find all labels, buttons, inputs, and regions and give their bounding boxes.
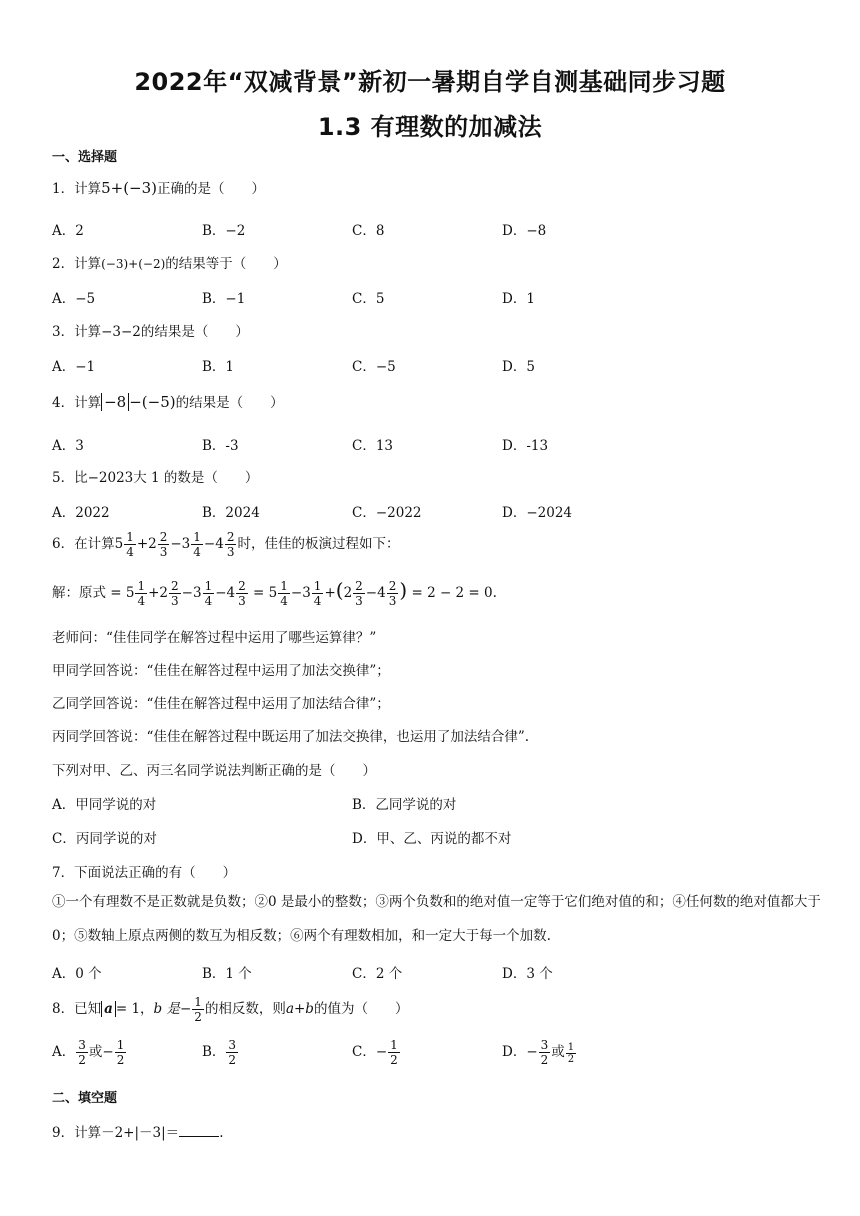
q4-option-c: C．13 (352, 438, 394, 454)
q6-option-d: D．甲、乙、丙说的都不对 (352, 831, 512, 847)
q4-option-a: A．3 (52, 438, 84, 454)
q6-solution-expression: = 5 $\frac{1}{4}$ +2 $\frac{2}{3}$ −3 $\frac{1}{4}$ −4 $\frac{2}{3}$ = 5 $\frac{1}{4}$ −3 $\frac{1}{4}$ +(2 $\frac{2}{3}$ −4 $\frac{2}{3}$ ) = (106, 578, 428, 608)
q1-option-c: C．8 (352, 223, 385, 239)
q3-option-a: A．−1 (52, 359, 96, 375)
q6-expression: 5 $\frac{1}{4}$ +2 $\frac{2}{3}$ −3 $\frac{1}{4}$ −4 $\frac{2}{3}$ (114, 530, 235, 559)
q5-option-a: A．2022 (52, 505, 110, 521)
section-fill-heading: 二、填空题 (52, 1091, 118, 1106)
question-7-stem: 7．下面说法正确的有（ ） (52, 865, 237, 881)
q5-option-b: B．2024 (202, 505, 260, 521)
q1-option-d: D．−8 (502, 223, 547, 239)
question-8-stem: 8．已知 a = 1，b 是− $\frac{1}{2}$ 的相反数，则a+b的值为（ ） (52, 995, 409, 1024)
question-9-stem: 9．计算－2+|－3|＝ . (52, 1121, 223, 1141)
q7-option-a: A．0 个 (52, 966, 102, 982)
question-6-solution: 解：原式 = 5 $\frac{1}{4}$ +2 $\frac{2}{3}$ −3 $\frac{1}{4}$ −4 $\frac{2}{3}$ = 5 $\frac{1}{4}$ −3 $\frac{1}{4}$ +(2 $\frac{2}{3}$ −4 $\frac{2}{3}$ ) = 2 − 2 = 0. (52, 578, 497, 608)
q6-option-c: C．丙同学说的对 (52, 831, 157, 847)
lesson-title: 1.3 有理数的加减法 (317, 113, 543, 141)
absolute-value-expr: −8 (101, 393, 129, 411)
q2-option-d: D．1 (502, 291, 535, 307)
question-4-stem: 4．计算 −8 −(−5)的结果是（ ） (52, 393, 284, 411)
q4-option-b: B．-3 (202, 438, 239, 454)
abs-a-expr: a (101, 1001, 116, 1017)
q6-student-jia: 甲同学回答说：“佳佳在解答过程中运用了加法交换律”； (52, 663, 390, 679)
question-5-stem: 5．比−2023大 1 的数是（ ） (52, 470, 259, 486)
q3-option-b: B．1 (202, 359, 235, 375)
q2-option-c: C．5 (352, 291, 385, 307)
question-1-stem: 1．计算5+(−3)正确的是（ ） (52, 179, 266, 197)
q6-teacher-question: 老师问：“佳佳同学在解答过程中运用了哪些运算律？” (52, 630, 377, 646)
q6-option-b: B．乙同学说的对 (352, 797, 457, 813)
q6-student-yi: 乙同学回答说：“佳佳在解答过程中运用了加法结合律”； (52, 696, 390, 712)
question-2-stem: 2．计算(−3)+(−2)的结果等于（ ） (52, 256, 287, 272)
answer-blank[interactable] (179, 1122, 219, 1137)
q8-option-d: D．− $\frac{3}{2}$ 或 $\frac{1}{2}$ (502, 1038, 575, 1067)
section-choice-heading: 一、选择题 (52, 150, 118, 165)
q1-option-a: A．2 (52, 223, 84, 239)
q3-option-d: D．5 (502, 359, 535, 375)
question-7-statements: ①一个有理数不是正数就是负数；②0 是最小的整数；③两个负数和的绝对值一定等于它们绝对值的和；④任何数的绝对值都大于 0；⑤数轴上原点两侧的数互为相反数；⑥两个有理数相加，和一定大于每一个加数. (52, 894, 821, 944)
q4-option-d: D．-13 (502, 438, 549, 454)
q5-option-d: D．−2024 (502, 505, 572, 521)
q2-option-b: B．−1 (202, 291, 246, 307)
q6-student-bing: 丙同学回答说：“佳佳在解答过程中既运用了加法交换律，也运用了加法结合律”. (52, 729, 530, 745)
q7-option-c: C．2 个 (352, 966, 403, 982)
q1-option-b: B．−2 (202, 223, 246, 239)
q7-option-b: B．1 个 (202, 966, 252, 982)
q8-option-a: A． $\frac{3}{2}$ 或− $\frac{1}{2}$ (52, 1038, 125, 1067)
q5-option-c: C．−2022 (352, 505, 422, 521)
question-3-stem: 3．计算−3−2的结果是（ ） (52, 324, 249, 340)
q6-option-a: A．甲同学说的对 (52, 797, 157, 813)
q7-option-d: D．3 个 (502, 966, 553, 982)
q3-option-c: C．−5 (352, 359, 396, 375)
q2-option-a: A．−5 (52, 291, 96, 307)
q8-option-c: C．− $\frac{1}{2}$ (352, 1038, 398, 1067)
q8-option-b: B． $\frac{3}{2}$ (202, 1038, 237, 1067)
q6-prompt: 下列对甲、乙、丙三名同学说法判断正确的是（ ） (52, 763, 376, 779)
question-6-stem: 6．在计算5 $\frac{1}{4}$ +2 $\frac{2}{3}$ −3 $\frac{1}{4}$ −4 $\frac{2}{3}$ 时，佳佳的板演过程如下： (52, 530, 400, 559)
worksheet-title: 2022年“双减背景”新初一暑期自学自测基础同步习题 (134, 68, 726, 96)
